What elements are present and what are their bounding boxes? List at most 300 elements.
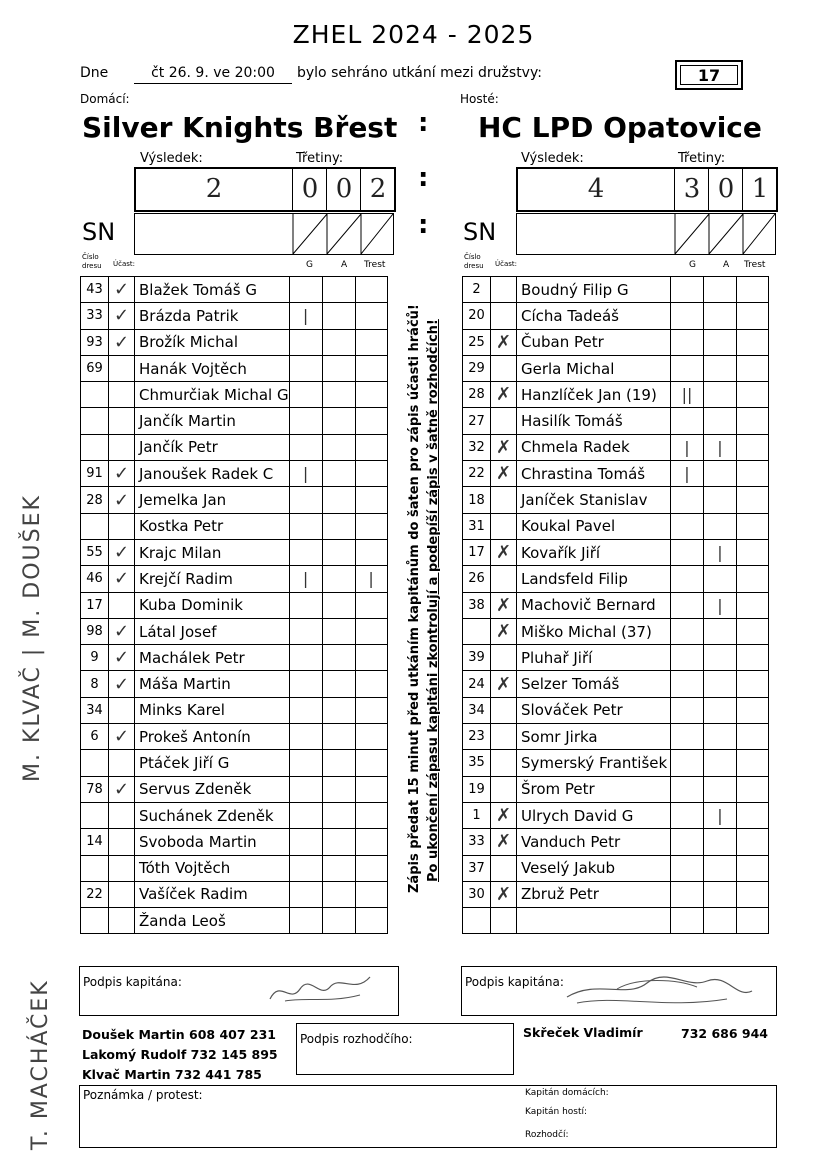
home-player-number	[81, 802, 109, 828]
away-player-penalty	[737, 881, 769, 907]
home-player-name: Tóth Vojtěch	[135, 855, 290, 881]
captain-home-label: Kapitán domácích:	[525, 1088, 609, 1098]
home-player-assists	[322, 802, 355, 828]
away-player-penalty	[737, 434, 769, 460]
away-player-goals	[671, 408, 704, 434]
home-player-row	[81, 487, 388, 513]
home-player-assists	[322, 776, 355, 802]
away-label: Hosté:	[460, 92, 499, 106]
away-player-row	[463, 881, 769, 907]
away-player-name: Šrom Petr	[517, 776, 671, 802]
home-player-goals	[289, 697, 322, 723]
home-player-name: Vašíček Radim	[135, 881, 290, 907]
away-player-goals	[671, 750, 704, 776]
away-player-assists	[704, 855, 737, 881]
home-player-attendance: ✓	[109, 671, 135, 697]
home-player-goals	[289, 802, 322, 828]
away-player-goals: |	[671, 434, 704, 460]
home-player-assists	[322, 434, 355, 460]
away-player-number: 25	[463, 329, 491, 355]
away-player-attendance: ✗	[491, 802, 517, 828]
home-player-attendance	[109, 802, 135, 828]
away-player-number: 1	[463, 802, 491, 828]
away-score-box	[516, 167, 778, 212]
away-player-row	[463, 566, 769, 592]
away-result-label: Výsledek:	[521, 151, 584, 166]
away-player-row	[463, 724, 769, 750]
home-player-attendance: ✓	[109, 566, 135, 592]
home-player-name: Jančík Petr	[135, 434, 290, 460]
away-player-penalty	[737, 329, 769, 355]
home-player-attendance	[109, 434, 135, 460]
away-player-row	[463, 855, 769, 881]
home-player-penalty	[355, 461, 387, 487]
away-player-name: Pluhař Jiří	[517, 645, 671, 671]
home-player-penalty	[355, 908, 387, 934]
home-player-attendance: ✓	[109, 303, 135, 329]
home-player-assists	[322, 539, 355, 565]
match-date: čt 26. 9. ve 20:00	[134, 65, 292, 84]
away-captain-signature	[557, 969, 757, 1015]
home-player-assists	[322, 697, 355, 723]
home-player-row	[81, 855, 388, 881]
away-player-number: 29	[463, 355, 491, 381]
home-player-penalty	[355, 487, 387, 513]
away-player-name: Boudný Filip G	[517, 277, 671, 303]
home-player-goals	[289, 513, 322, 539]
home-player-name: Ptáček Jiří G	[135, 750, 290, 776]
away-player-goals	[671, 776, 704, 802]
home-captain-signature	[260, 969, 380, 1009]
away-player-number: 23	[463, 724, 491, 750]
home-player-assists	[322, 881, 355, 907]
home-player-attendance	[109, 881, 135, 907]
away-player-attendance: ✗	[491, 329, 517, 355]
home-player-penalty	[355, 434, 387, 460]
home-player-penalty	[355, 724, 387, 750]
home-player-name: Látal Josef	[135, 618, 290, 644]
away-player-goals	[671, 513, 704, 539]
home-player-row	[81, 908, 388, 934]
home-score-box	[134, 167, 396, 212]
away-player-attendance: ✗	[491, 461, 517, 487]
away-player-name: Veselý Jakub	[517, 855, 671, 881]
away-player-row	[463, 645, 769, 671]
home-player-goals	[289, 277, 322, 303]
away-player-number: 18	[463, 487, 491, 513]
home-player-assists	[322, 355, 355, 381]
home-player-number: 33	[81, 303, 109, 329]
home-player-row	[81, 697, 388, 723]
home-player-name: Krajc Milan	[135, 539, 290, 565]
home-col-ucast: Účast:	[113, 260, 136, 268]
away-player-number: 24	[463, 671, 491, 697]
home-periods-label: Třetiny:	[296, 151, 344, 166]
home-col-a: A	[341, 260, 348, 270]
home-player-row	[81, 513, 388, 539]
away-player-number: 19	[463, 776, 491, 802]
referee-label: Rozhodčí:	[525, 1130, 569, 1140]
away-player-penalty	[737, 513, 769, 539]
away-player-goals	[671, 908, 704, 934]
away-player-row	[463, 618, 769, 644]
home-player-assists	[322, 303, 355, 329]
away-player-name: Gerla Michal	[517, 355, 671, 381]
home-player-number: 8	[81, 671, 109, 697]
away-score: 4	[587, 174, 605, 204]
home-player-number: 6	[81, 724, 109, 750]
away-player-number: 32	[463, 434, 491, 460]
home-sn-label: SN	[82, 218, 116, 246]
away-player-assists	[704, 408, 737, 434]
away-player-assists	[704, 618, 737, 644]
home-player-number	[81, 908, 109, 934]
home-player-attendance: ✓	[109, 277, 135, 303]
home-player-goals	[289, 855, 322, 881]
away-period-3: 1	[742, 169, 777, 210]
played-text: bylo sehráno utkání mezi družstvy:	[297, 65, 542, 81]
note-protest-box	[79, 1085, 777, 1148]
home-player-name: Kuba Dominik	[135, 592, 290, 618]
away-player-number	[463, 618, 491, 644]
home-period-1: 0	[292, 169, 327, 210]
home-player-name: Kostka Petr	[135, 513, 290, 539]
away-player-assists	[704, 671, 737, 697]
away-player-name: Janíček Stanislav	[517, 487, 671, 513]
home-player-name: Máša Martin	[135, 671, 290, 697]
away-player-goals	[671, 277, 704, 303]
home-player-number: 55	[81, 539, 109, 565]
home-player-row	[81, 881, 388, 907]
away-captain-signature-box	[461, 966, 777, 1016]
away-team-name: HC LPD Opatovice	[478, 111, 762, 144]
home-player-goals: |	[289, 566, 322, 592]
away-player-number: 35	[463, 750, 491, 776]
away-player-assists: |	[704, 592, 737, 618]
home-player-assists	[322, 566, 355, 592]
home-player-assists	[322, 277, 355, 303]
away-player-row	[463, 908, 769, 934]
home-sn-slashes	[135, 214, 393, 254]
home-player-number: 17	[81, 592, 109, 618]
referee-name: Skřeček Vladimír	[523, 1025, 643, 1040]
away-roster-table	[462, 276, 769, 934]
away-sn-box	[516, 213, 776, 255]
away-player-assists	[704, 329, 737, 355]
home-player-penalty	[355, 303, 387, 329]
home-player-assists	[322, 487, 355, 513]
away-player-assists: |	[704, 434, 737, 460]
away-player-goals	[671, 355, 704, 381]
away-player-assists	[704, 724, 737, 750]
away-player-attendance	[491, 855, 517, 881]
away-player-name: Machovič Bernard	[517, 592, 671, 618]
away-player-assists: |	[704, 802, 737, 828]
home-col-trest: Trest	[364, 260, 386, 270]
home-player-attendance	[109, 408, 135, 434]
home-player-row	[81, 592, 388, 618]
away-col-a: A	[723, 260, 730, 270]
away-player-row	[463, 513, 769, 539]
home-player-penalty	[355, 382, 387, 408]
home-player-goals: |	[289, 461, 322, 487]
away-period-2: 0	[708, 169, 743, 210]
home-player-penalty	[355, 829, 387, 855]
home-player-name: Jemelka Jan	[135, 487, 290, 513]
away-player-name: Čuban Petr	[517, 329, 671, 355]
away-captain-sig-label: Podpis kapitána:	[465, 975, 564, 989]
home-player-row	[81, 566, 388, 592]
home-player-name: Žanda Leoš	[135, 908, 290, 934]
home-player-row	[81, 329, 388, 355]
away-player-number: 22	[463, 461, 491, 487]
home-player-penalty	[355, 750, 387, 776]
home-player-number	[81, 750, 109, 776]
margin-note-bottom: T. MACHÁČEK	[28, 979, 53, 1150]
home-player-name: Blažek Tomáš G	[135, 277, 290, 303]
contact-3: Klvač Martin 732 441 785	[82, 1067, 262, 1082]
away-player-row	[463, 355, 769, 381]
away-player-penalty	[737, 487, 769, 513]
away-player-number: 27	[463, 408, 491, 434]
home-player-number	[81, 434, 109, 460]
home-player-row	[81, 776, 388, 802]
home-player-penalty	[355, 697, 387, 723]
away-player-assists	[704, 776, 737, 802]
away-player-name: Symerský František	[517, 750, 671, 776]
away-player-goals	[671, 592, 704, 618]
away-player-penalty	[737, 697, 769, 723]
home-player-penalty	[355, 539, 387, 565]
away-player-name: Cícha Tadeáš	[517, 303, 671, 329]
home-player-name: Minks Karel	[135, 697, 290, 723]
home-result-label: Výsledek:	[140, 151, 203, 166]
home-player-name: Machálek Petr	[135, 645, 290, 671]
away-player-assists	[704, 829, 737, 855]
home-player-goals	[289, 539, 322, 565]
referee-phone: 732 686 944	[681, 1026, 768, 1041]
away-player-name: Ulrych David G	[517, 802, 671, 828]
away-player-goals	[671, 618, 704, 644]
home-player-number: 46	[81, 566, 109, 592]
home-player-goals	[289, 355, 322, 381]
home-player-number: 43	[81, 277, 109, 303]
home-player-attendance: ✓	[109, 645, 135, 671]
away-player-penalty	[737, 855, 769, 881]
home-player-name: Brožík Michal	[135, 329, 290, 355]
home-player-attendance: ✓	[109, 776, 135, 802]
away-player-attendance	[491, 487, 517, 513]
home-score: 2	[205, 174, 223, 204]
home-player-attendance: ✓	[109, 461, 135, 487]
away-player-number: 26	[463, 566, 491, 592]
away-player-penalty	[737, 303, 769, 329]
away-player-name: Hanzlíček Jan (19)	[517, 382, 671, 408]
away-player-penalty	[737, 750, 769, 776]
home-player-attendance: ✓	[109, 539, 135, 565]
away-player-penalty	[737, 618, 769, 644]
away-player-attendance: ✗	[491, 618, 517, 644]
home-player-penalty	[355, 881, 387, 907]
home-player-row	[81, 303, 388, 329]
home-player-attendance: ✓	[109, 329, 135, 355]
home-player-goals	[289, 329, 322, 355]
away-player-number: 2	[463, 277, 491, 303]
home-player-assists	[322, 408, 355, 434]
away-player-goals: |	[671, 461, 704, 487]
home-player-goals	[289, 618, 322, 644]
away-player-penalty	[737, 645, 769, 671]
away-player-attendance: ✗	[491, 539, 517, 565]
home-player-goals	[289, 434, 322, 460]
home-player-attendance: ✓	[109, 487, 135, 513]
away-player-assists	[704, 303, 737, 329]
home-player-penalty	[355, 671, 387, 697]
home-captain-signature-box	[79, 966, 399, 1016]
home-period-2: 0	[326, 169, 361, 210]
away-player-penalty	[737, 539, 769, 565]
away-player-name	[517, 908, 671, 934]
away-player-name: Selzer Tomáš	[517, 671, 671, 697]
home-player-goals	[289, 382, 322, 408]
home-player-row	[81, 671, 388, 697]
home-player-number: 14	[81, 829, 109, 855]
match-number: 17	[680, 65, 738, 85]
away-player-goals	[671, 855, 704, 881]
referee-sig-label: Podpis rozhodčího:	[300, 1032, 413, 1046]
home-player-goals	[289, 408, 322, 434]
away-player-name: Zbruž Petr	[517, 881, 671, 907]
away-player-name: Vanduch Petr	[517, 829, 671, 855]
away-player-row	[463, 277, 769, 303]
home-player-number: 91	[81, 461, 109, 487]
home-player-name: Prokeš Antonín	[135, 724, 290, 750]
away-player-penalty	[737, 724, 769, 750]
home-player-penalty	[355, 776, 387, 802]
contact-1: Doušek Martin 608 407 231	[82, 1027, 276, 1042]
form-title: ZHEL 2024 - 2025	[292, 20, 535, 49]
home-sn-box	[134, 213, 394, 255]
away-player-row	[463, 776, 769, 802]
home-col-g: G	[306, 260, 313, 270]
home-player-goals	[289, 908, 322, 934]
away-player-name: Kovařík Jiří	[517, 539, 671, 565]
home-player-goals	[289, 724, 322, 750]
home-player-assists	[322, 592, 355, 618]
away-col-trest: Trest	[744, 260, 766, 270]
home-player-goals	[289, 750, 322, 776]
away-player-assists	[704, 382, 737, 408]
home-player-number	[81, 855, 109, 881]
home-player-penalty	[355, 592, 387, 618]
match-number-box	[675, 60, 743, 90]
away-player-attendance: ✗	[491, 671, 517, 697]
away-player-number: 28	[463, 382, 491, 408]
home-player-row	[81, 277, 388, 303]
away-player-row	[463, 802, 769, 828]
away-player-goals	[671, 724, 704, 750]
home-player-row	[81, 802, 388, 828]
away-player-name: Landsfeld Filip	[517, 566, 671, 592]
home-player-number: 28	[81, 487, 109, 513]
away-player-penalty	[737, 802, 769, 828]
home-player-assists	[322, 855, 355, 881]
home-player-row	[81, 434, 388, 460]
home-player-assists	[322, 671, 355, 697]
away-player-penalty	[737, 408, 769, 434]
away-player-penalty	[737, 776, 769, 802]
away-player-row	[463, 592, 769, 618]
home-player-attendance	[109, 513, 135, 539]
home-player-attendance: ✓	[109, 724, 135, 750]
home-player-number: 78	[81, 776, 109, 802]
referee-signature-box	[296, 1023, 514, 1075]
away-player-penalty	[737, 908, 769, 934]
home-player-number: 34	[81, 697, 109, 723]
away-player-row	[463, 434, 769, 460]
home-player-name: Suchánek Zdeněk	[135, 802, 290, 828]
captain-away-label: Kapitán hostí:	[525, 1107, 588, 1117]
home-player-number	[81, 382, 109, 408]
home-player-penalty	[355, 645, 387, 671]
away-player-number: 39	[463, 645, 491, 671]
home-player-assists	[322, 329, 355, 355]
home-player-row	[81, 461, 388, 487]
away-col-number: Číslo dresu	[464, 253, 484, 270]
away-player-attendance	[491, 645, 517, 671]
away-player-assists	[704, 750, 737, 776]
home-player-number: 93	[81, 329, 109, 355]
away-player-number: 20	[463, 303, 491, 329]
sn-separator: :	[418, 210, 429, 240]
away-player-assists	[704, 355, 737, 381]
away-player-row	[463, 697, 769, 723]
home-player-attendance	[109, 697, 135, 723]
home-player-name: Chmurčiak Michal G	[135, 382, 290, 408]
home-player-name: Krejčí Radim	[135, 566, 290, 592]
away-player-name: Chrastina Tomáš	[517, 461, 671, 487]
home-player-name: Jančík Martin	[135, 408, 290, 434]
away-player-attendance	[491, 408, 517, 434]
home-player-row	[81, 382, 388, 408]
home-period-3: 2	[360, 169, 395, 210]
home-player-row	[81, 618, 388, 644]
home-player-penalty	[355, 618, 387, 644]
home-player-assists	[322, 724, 355, 750]
home-player-row	[81, 645, 388, 671]
home-player-goals	[289, 487, 322, 513]
home-player-number: 9	[81, 645, 109, 671]
home-player-goals: |	[289, 303, 322, 329]
away-player-name: Slováček Petr	[517, 697, 671, 723]
home-player-row	[81, 355, 388, 381]
away-player-goals	[671, 539, 704, 565]
away-player-name: Hasilík Tomáš	[517, 408, 671, 434]
home-player-number	[81, 408, 109, 434]
home-player-penalty	[355, 355, 387, 381]
away-player-row	[463, 408, 769, 434]
away-player-assists	[704, 881, 737, 907]
home-player-assists	[322, 513, 355, 539]
home-player-attendance	[109, 855, 135, 881]
away-player-attendance: ✗	[491, 382, 517, 408]
home-player-number: 69	[81, 355, 109, 381]
away-player-row	[463, 829, 769, 855]
score-separator: :	[418, 163, 429, 193]
away-player-penalty	[737, 829, 769, 855]
home-player-name: Svoboda Martin	[135, 829, 290, 855]
home-player-penalty: |	[355, 566, 387, 592]
